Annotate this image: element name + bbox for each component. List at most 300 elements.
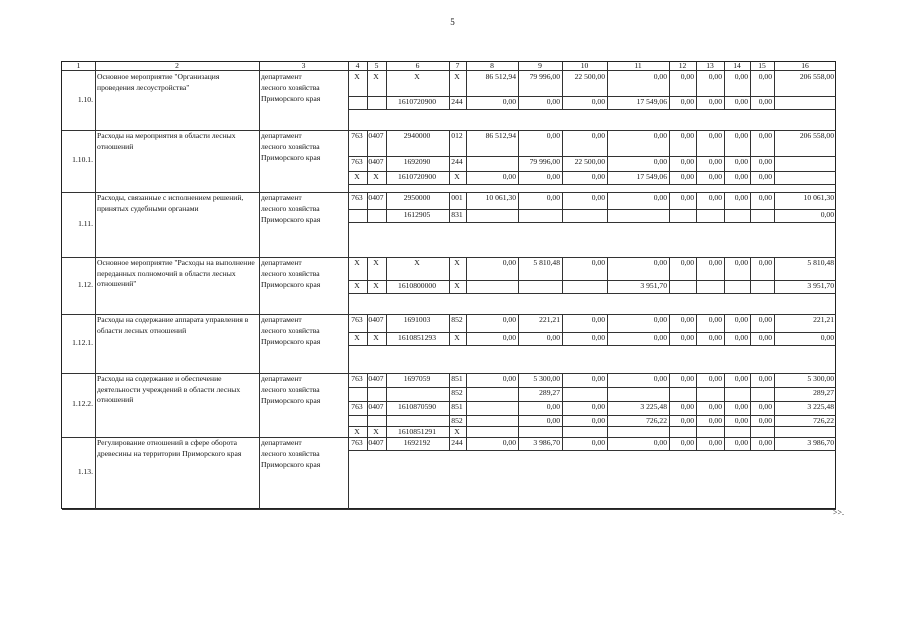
table-cell: 0,00 [680, 333, 694, 342]
grid-line [669, 209, 670, 222]
table-cell: 5 810,48 [533, 258, 560, 267]
grid-line [259, 130, 260, 192]
table-cell: 852 [451, 388, 463, 397]
grid-line [750, 62, 751, 71]
grid-line [259, 314, 260, 373]
table-cell: 0,00 [653, 131, 667, 140]
table-cell: 0,00 [546, 97, 560, 106]
table-cell: X [414, 258, 420, 267]
column-header: 14 [733, 61, 741, 70]
grid-line [466, 387, 467, 401]
grid-line [774, 156, 775, 171]
table-cell: 852 [451, 315, 463, 324]
table-cell: X [454, 172, 460, 181]
section-name: Расходы на содержание и обеспечение деятельности учреждений в области лесных отношений [97, 374, 241, 404]
table-cell: 2940000 [403, 131, 431, 140]
table-cell: 0,00 [502, 97, 516, 106]
table-cell: 0407 [368, 157, 384, 166]
table-cell: 0,00 [758, 416, 772, 425]
table-cell: 0,00 [680, 374, 694, 383]
grid-line [466, 426, 467, 437]
column-header: 4 [355, 61, 360, 70]
table-cell: 0,00 [758, 97, 772, 106]
grid-line [724, 209, 725, 222]
grid-line [518, 62, 519, 71]
table-cell: 0,00 [591, 172, 605, 181]
section-name: Расходы на содержание аппарата управления в области лесных отношений [97, 315, 249, 335]
section-number: 1.11. [78, 219, 93, 228]
table-cell: 0,00 [546, 333, 560, 342]
column-header: 7 [455, 61, 460, 70]
grid-line [724, 426, 725, 437]
grid-line [750, 387, 751, 401]
department-line: лесного хозяйства [261, 83, 320, 92]
table-cell: 0407 [368, 374, 384, 383]
table-cell: 0,00 [758, 193, 772, 202]
grid-line [562, 209, 563, 222]
table-cell: 0,00 [680, 157, 694, 166]
grid-line [367, 415, 368, 426]
table-cell: 1697059 [403, 374, 431, 383]
column-header: 3 [301, 61, 306, 70]
table-cell: 0,00 [680, 172, 694, 181]
department-line: лесного хозяйства [261, 204, 320, 213]
table-cell: 763 [351, 374, 363, 383]
table-cell: 763 [351, 193, 363, 202]
table-cell: 0,00 [680, 193, 694, 202]
section-number: 1.12.1. [72, 338, 93, 347]
table-cell: 0,00 [546, 416, 560, 425]
table-cell: 0,00 [734, 374, 748, 383]
department-line: лесного хозяйства [261, 269, 320, 278]
column-header: 5 [374, 61, 379, 70]
table-cell: X [454, 281, 460, 290]
table-cell: 851 [451, 374, 463, 383]
grid-line [774, 171, 775, 184]
table-cell: X [454, 72, 460, 81]
table-cell: 0,00 [502, 333, 516, 342]
table-cell: 5 300,00 [807, 374, 834, 383]
grid-line [696, 387, 697, 401]
table-cell: 0,00 [708, 416, 722, 425]
grid-line [669, 280, 670, 293]
table-cell: 1610720900 [398, 172, 436, 181]
table-cell: 0,00 [820, 333, 834, 342]
table-cell: 22 500,00 [574, 157, 605, 166]
table-cell: 17 549,06 [636, 97, 667, 106]
grid-line [449, 62, 450, 71]
table-cell: 0,00 [708, 438, 722, 447]
table-cell: X [354, 258, 360, 267]
grid-line [259, 437, 260, 509]
table-cell: 0,00 [758, 157, 772, 166]
table-cell: 0,00 [591, 193, 605, 202]
grid-line [348, 222, 836, 223]
grid-line [562, 387, 563, 401]
table-cell: 726,22 [813, 416, 834, 425]
table-cell: 763 [351, 131, 363, 140]
grid-line [696, 62, 697, 71]
grid-line [259, 71, 260, 130]
department-line: Приморского края [261, 280, 321, 289]
column-header: 1 [76, 61, 81, 70]
table-cell: 0,00 [734, 97, 748, 106]
table-cell: 244 [451, 157, 463, 166]
table-cell: 3 986,70 [807, 438, 834, 447]
table-cell: 5 810,48 [807, 258, 834, 267]
department-line: департамент [261, 258, 302, 267]
grid-line [95, 192, 96, 257]
table-cell: 0,00 [502, 438, 516, 447]
table-cell: 0,00 [708, 402, 722, 411]
grid-line [259, 62, 260, 71]
table-cell: 0407 [368, 131, 384, 140]
grid-line [348, 450, 836, 451]
table-cell: 0,00 [758, 72, 772, 81]
table-cell: 1610870590 [398, 402, 436, 411]
grid-line [367, 387, 368, 401]
department-line: департамент [261, 131, 302, 140]
table-cell: 0,00 [502, 258, 516, 267]
section-name: Расходы, связанные с исполнением решений, принятых судебными органами [97, 193, 244, 213]
table-cell: 0,00 [653, 438, 667, 447]
table-cell: 0,00 [758, 402, 772, 411]
table-cell: 0,00 [502, 374, 516, 383]
table-cell: X [354, 281, 360, 290]
table-cell: 0,00 [591, 333, 605, 342]
table-cell: 221,21 [539, 315, 560, 324]
table-cell: 79 996,00 [529, 72, 560, 81]
table-cell: 0,00 [734, 315, 748, 324]
section-number: 1.10.1. [72, 155, 93, 164]
table-cell: 0,00 [734, 438, 748, 447]
section-name: Основное мероприятие "Организация проведения лесоустройства" [97, 72, 220, 92]
table-cell: 851 [451, 402, 463, 411]
table-cell: 0407 [368, 315, 384, 324]
table-cell: 0,00 [708, 258, 722, 267]
table-cell: 0,00 [758, 374, 772, 383]
grid-line [724, 280, 725, 293]
table-cell: 0,00 [680, 72, 694, 81]
grid-line [696, 209, 697, 222]
table-cell: 0,00 [591, 131, 605, 140]
table-cell: 0,00 [591, 97, 605, 106]
grid-line [562, 62, 563, 71]
grid-line [562, 280, 563, 293]
section-number: 1.13. [77, 467, 93, 476]
grid-line [696, 280, 697, 293]
grid-line [518, 280, 519, 293]
grid-line [607, 426, 608, 437]
grid-line [348, 345, 836, 346]
column-header: 8 [490, 61, 494, 70]
table-cell: 2950000 [403, 193, 431, 202]
section-name: Основное мероприятие "Расходы на выполнение переданных полномочий в области лесных отношений" [97, 258, 255, 288]
grid-line [367, 62, 368, 71]
table-cell: 0,00 [591, 374, 605, 383]
table-cell: 1610720900 [398, 97, 436, 106]
grid-line [95, 257, 96, 314]
table-cell: X [354, 72, 360, 81]
table-cell: 244 [451, 97, 463, 106]
table-cell: 0,00 [591, 258, 605, 267]
table-cell: 852 [451, 416, 463, 425]
table-cell: 0,00 [546, 131, 560, 140]
grid-line [774, 96, 775, 109]
table-cell: 831 [451, 210, 463, 219]
department-line: лесного хозяйства [261, 385, 320, 394]
table-cell: 0,00 [680, 402, 694, 411]
table-cell: 0407 [368, 438, 384, 447]
table-cell: 0,00 [591, 438, 605, 447]
department-line: департамент [261, 315, 302, 324]
table-cell: 10 061,30 [485, 193, 516, 202]
grid-line [466, 280, 467, 293]
grid-line [386, 415, 387, 426]
table-cell: 0,00 [758, 172, 772, 181]
department-line: Приморского края [261, 153, 321, 162]
table-cell: 0,00 [734, 258, 748, 267]
section-name: Регулирование отношений в сфере оборота древесины на территории Приморского края [97, 438, 242, 458]
budget-table [61, 61, 836, 509]
table-cell: 0,00 [680, 416, 694, 425]
table-cell: 0,00 [653, 333, 667, 342]
table-cell: 10 061,30 [803, 193, 834, 202]
grid-line [259, 257, 260, 314]
table-cell: X [454, 333, 460, 342]
table-cell: 0,00 [680, 438, 694, 447]
grid-line [750, 426, 751, 437]
table-cell: 0,00 [734, 131, 748, 140]
grid-line [518, 426, 519, 437]
table-cell: 0,00 [708, 172, 722, 181]
table-cell: 0,00 [758, 438, 772, 447]
table-cell: X [373, 72, 379, 81]
table-cell: X [414, 72, 420, 81]
grid-line [259, 192, 260, 257]
table-cell: 0,00 [708, 131, 722, 140]
section-number: 1.10. [77, 95, 93, 104]
table-cell: 206 558,00 [799, 131, 834, 140]
department-line: Приморского края [261, 396, 321, 405]
table-cell: 0,00 [734, 157, 748, 166]
grid-line [466, 401, 467, 415]
grid-line [95, 130, 96, 192]
table-cell: 0,00 [546, 172, 560, 181]
grid-line [259, 373, 260, 437]
department-line: Приморского края [261, 460, 321, 469]
grid-line [348, 293, 836, 294]
table-cell: 1610851293 [398, 333, 436, 342]
column-header: 15 [758, 61, 766, 70]
grid-line [386, 62, 387, 71]
grid-line [348, 387, 836, 388]
table-cell: 86 512,94 [485, 72, 516, 81]
table-cell: 0,00 [708, 72, 722, 81]
table-cell: 012 [451, 131, 463, 140]
grid-line [750, 209, 751, 222]
department-line: Приморского края [261, 337, 321, 346]
table-cell: 0,00 [653, 315, 667, 324]
grid-line [518, 209, 519, 222]
table-cell: 0,00 [758, 258, 772, 267]
department-line: Приморского края [261, 94, 321, 103]
grid-line [95, 437, 96, 509]
department-line: департамент [261, 193, 302, 202]
table-cell: 0,00 [708, 333, 722, 342]
grid-line [774, 426, 775, 437]
table-cell: 206 558,00 [799, 72, 834, 81]
grid-line [562, 426, 563, 437]
grid-line [607, 387, 608, 401]
section-number: 1.12.2. [72, 399, 93, 408]
continuation-mark: >>. [833, 508, 845, 517]
table-cell: 0,00 [708, 97, 722, 106]
table-cell: 0407 [368, 402, 384, 411]
table-cell: 1692090 [403, 157, 431, 166]
table-cell: 0,00 [680, 131, 694, 140]
grid-line [669, 62, 670, 71]
table-cell: 0,00 [653, 72, 667, 81]
table-cell: X [373, 258, 379, 267]
column-header: 11 [634, 61, 642, 70]
grid-line [466, 209, 467, 222]
column-header: 12 [678, 61, 687, 70]
section-name: Расходы на мероприятия в области лесных отношений [97, 131, 236, 151]
table-cell: 001 [451, 193, 463, 202]
column-header: 2 [175, 61, 179, 70]
grid-line [669, 387, 670, 401]
table-cell: 0,00 [680, 97, 694, 106]
table-cell: 0,00 [680, 258, 694, 267]
table-cell: X [354, 172, 360, 181]
table-cell: 0,00 [708, 315, 722, 324]
table-cell: 0,00 [653, 193, 667, 202]
table-cell: 0,00 [653, 157, 667, 166]
table-cell: 22 500,00 [574, 72, 605, 81]
table-cell: 0,00 [591, 315, 605, 324]
table-cell: 79 996,00 [529, 157, 560, 166]
grid-line [607, 62, 608, 71]
grid-line [348, 109, 836, 110]
department-line: департамент [261, 374, 302, 383]
page-number: 5 [450, 17, 455, 27]
table-cell: 86 512,94 [485, 131, 516, 140]
table-cell: 0,00 [734, 333, 748, 342]
table-cell: 221,21 [813, 315, 834, 324]
table-cell: 0,00 [758, 333, 772, 342]
table-cell: X [373, 172, 379, 181]
table-cell: 1691003 [403, 315, 431, 324]
table-cell: X [454, 258, 460, 267]
grid-line [348, 62, 349, 71]
table-cell: X [373, 427, 379, 436]
section-number: 1.12. [77, 280, 93, 289]
department-line: департамент [261, 438, 302, 447]
table-cell: 1610851291 [398, 427, 436, 436]
table-cell: 0,00 [708, 193, 722, 202]
table-cell: 289,27 [813, 388, 834, 397]
table-cell: X [354, 427, 360, 436]
grid-line [724, 62, 725, 71]
table-cell: 0,00 [820, 210, 834, 219]
table-cell: 0,00 [734, 402, 748, 411]
department-line: департамент [261, 72, 302, 81]
grid-line [348, 184, 836, 185]
column-header: 6 [415, 61, 420, 70]
grid-line [367, 96, 368, 109]
table-cell: 3 951,70 [640, 281, 667, 290]
table-cell: 3 986,70 [533, 438, 560, 447]
table-cell: 0,00 [708, 157, 722, 166]
table-cell: 0,00 [734, 193, 748, 202]
department-line: Приморского края [261, 215, 321, 224]
grid-line [466, 415, 467, 426]
table-cell: 0,00 [758, 315, 772, 324]
table-cell: 763 [351, 157, 363, 166]
table-cell: 0,00 [734, 172, 748, 181]
table-cell: 0407 [368, 193, 384, 202]
table-cell: 17 549,06 [636, 172, 667, 181]
grid-line [750, 280, 751, 293]
department-line: лесного хозяйства [261, 142, 320, 151]
table-cell: 763 [351, 438, 363, 447]
grid-line [607, 209, 608, 222]
grid-line [95, 314, 96, 373]
table-cell: 763 [351, 315, 363, 324]
department-line: лесного хозяйства [261, 449, 320, 458]
table-cell: 0,00 [502, 315, 516, 324]
table-cell: 3 225,48 [807, 402, 834, 411]
grid-line [95, 62, 96, 71]
table-cell: 726,22 [646, 416, 667, 425]
table-cell: 1610800000 [398, 281, 436, 290]
table-cell: 0,00 [734, 72, 748, 81]
table-cell: 763 [351, 402, 363, 411]
grid-line [466, 156, 467, 171]
table-cell: 0,00 [653, 374, 667, 383]
table-cell: X [454, 427, 460, 436]
department-line: лесного хозяйства [261, 326, 320, 335]
grid-line [669, 426, 670, 437]
grid-line [62, 509, 836, 510]
table-cell: X [373, 333, 379, 342]
table-cell: 0,00 [591, 416, 605, 425]
table-cell: 0,00 [708, 374, 722, 383]
grid-line [724, 387, 725, 401]
table-cell: 244 [451, 438, 463, 447]
grid-line [95, 373, 96, 437]
table-cell: 289,27 [539, 388, 560, 397]
table-cell: 3 225,48 [640, 402, 667, 411]
grid-line [386, 387, 387, 401]
table-cell: 0,00 [546, 193, 560, 202]
grid-line [696, 426, 697, 437]
table-cell: X [373, 281, 379, 290]
table-cell: 0,00 [591, 402, 605, 411]
grid-line [95, 71, 96, 130]
table-cell: 0,00 [653, 258, 667, 267]
table-cell: 1612905 [403, 210, 431, 219]
table-cell: 0,00 [502, 172, 516, 181]
table-cell: 0,00 [680, 315, 694, 324]
grid-line [367, 209, 368, 222]
column-header: 9 [538, 61, 542, 70]
column-header: 13 [706, 61, 714, 70]
table-cell: 0,00 [734, 416, 748, 425]
column-header: 16 [801, 61, 809, 70]
table-cell: 3 951,70 [807, 281, 834, 290]
